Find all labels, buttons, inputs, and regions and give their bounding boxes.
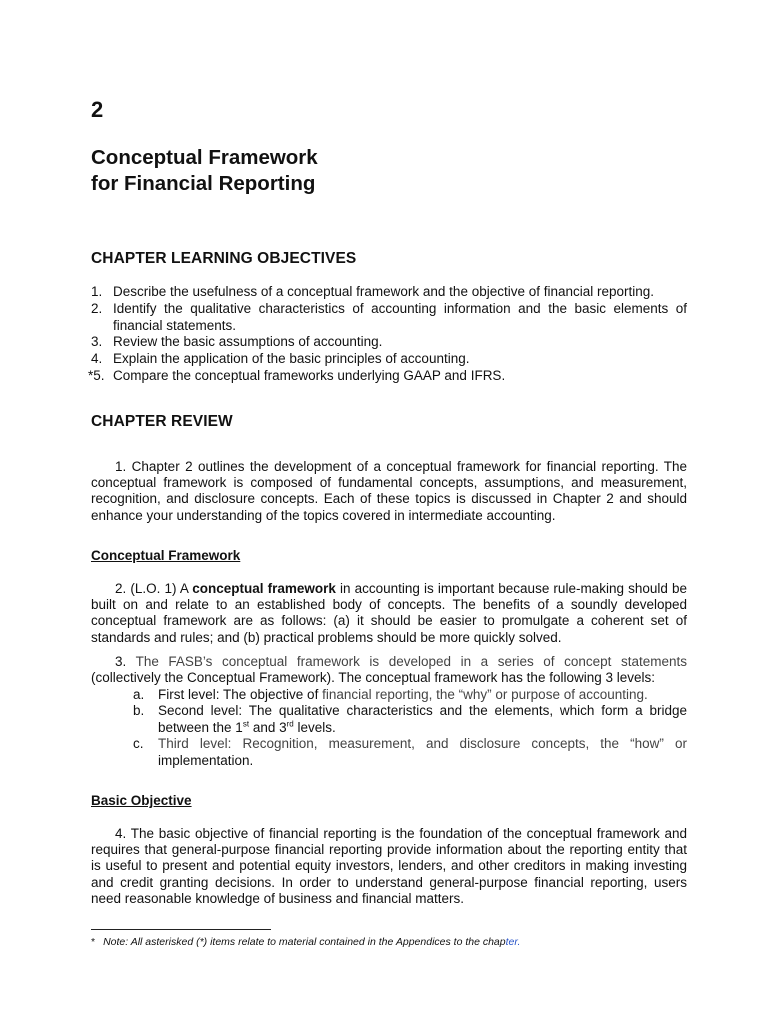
- objective-item: [91, 334, 687, 351]
- level-text: Third level: Recognition, measurement, and disclosure concepts, the “how” or: [158, 736, 687, 752]
- superscript: st: [242, 719, 250, 729]
- paragraph-text: (collectively the Conceptual Framework). The conceptual framework has the following 3 levels:: [91, 670, 656, 686]
- paragraph-text: 3.: [115, 654, 136, 669]
- objective-text: Explain the application of the basic principles of accounting.: [113, 351, 470, 367]
- footnote-text: Note: All asterisked (*) items relate to material contained in the Appendices to the chap: [103, 936, 506, 948]
- objective-number: 1.: [91, 284, 103, 299]
- level-item: [133, 736, 687, 769]
- basic-objective-subheading: Basic Objective: [91, 793, 192, 808]
- objective-text: Review the basic assumptions of accounting.: [113, 334, 383, 350]
- level-text: First level: The objective of: [158, 687, 323, 702]
- chapter-title: [91, 145, 318, 197]
- level-letter: a.: [133, 687, 145, 702]
- chapter-review-heading: CHAPTER REVIEW: [91, 413, 233, 430]
- objective-item: [88, 367, 687, 385]
- level-text: levels.: [293, 719, 336, 735]
- paragraph-text: 1. Chapter 2 outlines the development of a conceptual framework for financial reporting. The conceptual framework is composed of fundamental concepts, assumptions, and measurement, recognition, and disclosure concepts. Each of these topics is discussed in Chapter 2 and should enhance your understanding of the topics covered in intermediate accounting.: [91, 459, 687, 523]
- level-text: Second level: The qualitative characteristics and the elements, which form a bridge between the 1: [158, 703, 687, 735]
- chapter-title-line-2: for Financial Reporting: [91, 172, 316, 195]
- footnote-text-tail: ter.: [505, 936, 521, 948]
- objective-text: Identify the qualitative characteristics of accounting information and the basic elements of financial statements.: [113, 300, 687, 333]
- objective-number: 2.: [91, 300, 103, 316]
- objective-item: [91, 284, 687, 301]
- level-item: [133, 703, 687, 736]
- learning-objectives-list: [88, 284, 687, 385]
- footnote-divider: [91, 929, 271, 930]
- objective-number: *5.: [88, 367, 105, 383]
- objective-item: [91, 301, 687, 335]
- objective-item: [91, 351, 687, 368]
- objective-number: 4.: [91, 351, 103, 367]
- level-letter: b.: [133, 703, 145, 719]
- level-letter: c.: [133, 736, 144, 752]
- objective-number: 3.: [91, 334, 103, 350]
- key-term: conceptual framework: [192, 581, 336, 596]
- review-paragraph-4: [91, 826, 687, 907]
- objective-text: Describe the usefulness of a conceptual framework and the objective of financial reporting.: [113, 284, 655, 299]
- objective-text: Compare the conceptual frameworks underlying GAAP and IFRS.: [113, 367, 506, 383]
- paragraph-text: in accounting is important because rule-making should be built on and relate to an established body of concepts. The benefits of a soundly developed conceptual framework are as follows: (a) it should be easier to promulgate a coherent set of standards and rules; and (b) practical problems should be more quickly solved.: [91, 581, 687, 645]
- framework-levels-list: [133, 687, 687, 769]
- chapter-title-line-1: Conceptual Framework: [91, 146, 318, 169]
- learning-objectives-heading: CHAPTER LEARNING OBJECTIVES: [91, 250, 357, 267]
- level-text: financial reporting, the “why” or purpose of accounting.: [322, 687, 648, 702]
- conceptual-framework-subheading: Conceptual Framework: [91, 548, 241, 563]
- level-item: [133, 687, 687, 703]
- level-text: and 3: [249, 719, 287, 735]
- paragraph-text: The FASB’s conceptual framework is developed in a series of concept statements: [135, 654, 687, 669]
- paragraph-text: 4. The basic objective of financial reporting is the foundation of the conceptual framework and requires that general-purpose financial reporting provide information about the reporting entity that is useful to present and potential equity investors, lenders, and other creditors in making investing and credit granting decisions. In order to understand general-purpose financial reporting, users need reasonable knowledge of business and financial matters.: [91, 826, 687, 906]
- superscript: rd: [286, 719, 294, 729]
- review-paragraph-1: [91, 459, 687, 524]
- review-paragraph-3: [91, 654, 687, 686]
- review-paragraph-2: [91, 581, 687, 646]
- footnote: [91, 936, 520, 948]
- chapter-number: 2: [91, 97, 104, 122]
- footnote-mark: *: [91, 936, 96, 948]
- paragraph-text: 2. (L.O. 1) A: [115, 581, 193, 596]
- level-text: implementation.: [158, 752, 254, 768]
